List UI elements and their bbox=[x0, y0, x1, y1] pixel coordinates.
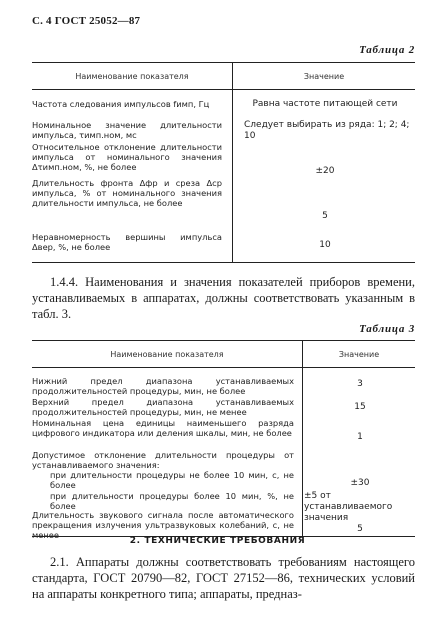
page-header: С. 4 ГОСТ 25052—87 bbox=[32, 15, 141, 27]
table3-divider bbox=[302, 368, 303, 536]
table3 bbox=[32, 340, 415, 540]
paragraph-2-1-text: 2.1. Аппараты должны соответствовать требованиям настоящего стандарта, ГОСТ 20790—82, ГОСТ 27152—86, технических условий на аппараты конкретного типа; аппараты, предназ- bbox=[32, 555, 415, 601]
table3-row5-value: ±30 bbox=[350, 478, 370, 488]
table3-row2-value: 15 bbox=[354, 402, 366, 412]
table2-row4-name: Длительность фронта Δфр и среза Δср импульса, % от номинального значения длительности импульса, не более bbox=[32, 178, 222, 208]
table2-header bbox=[32, 62, 415, 90]
table2-divider bbox=[232, 90, 233, 262]
table2-row2-value: Следует выбирать из ряда: 1; 2; 4; 10 bbox=[244, 120, 410, 141]
table2-row1-value: Равна частоте питающей сети bbox=[252, 99, 398, 109]
table2-row4-value: 5 bbox=[322, 211, 328, 221]
table3-row1-value: 3 bbox=[357, 379, 363, 389]
table3-row6-name: при длительности процедуры более 10 мин, %, не более bbox=[50, 491, 294, 511]
table3-header bbox=[32, 340, 415, 368]
table2-col-name: Наименование показателя bbox=[75, 71, 189, 81]
table2-row2-name: Номинальное значение длительности импульса, τимп.ном, мс bbox=[32, 120, 222, 140]
table2-body bbox=[32, 90, 415, 263]
table2-caption: Таблица 2 bbox=[359, 44, 415, 56]
table3-row1-name: Нижний предел диапазона устанавливаемых продолжительностей процедуры, мин, не более bbox=[32, 376, 294, 396]
table2 bbox=[32, 62, 415, 263]
table2-row5-name: Неравномерность вершины импульса Δвер, %, не более bbox=[32, 232, 222, 252]
paragraph-1-4-4-text: 1.4.4. Наименования и значения показателей приборов времени, устанавливаемых в аппаратах, должны соответствовать указанным в табл. 3. bbox=[32, 275, 415, 321]
table2-row3-value: ±20 bbox=[315, 166, 335, 176]
table2-row5-value: 10 bbox=[319, 240, 331, 250]
table2-col-value: Значение bbox=[232, 63, 415, 89]
table3-col-name: Наименование показателя bbox=[110, 349, 224, 359]
table3-row5-name: при длительности процедуры не более 10 мин, с, не более bbox=[50, 470, 294, 490]
table3-row2-name: Верхний предел диапазона устанавливаемых продолжительностей процедуры, мин, не менее bbox=[32, 397, 294, 417]
table3-row7-value: 5 bbox=[357, 524, 363, 534]
table3-col-value: Значение bbox=[302, 341, 415, 367]
table3-row7-name: Длительность звукового сигнала после автоматического прекращения излучения ультразвуковых колебаний, с, не менее bbox=[32, 510, 294, 540]
section-title: 2. ТЕХНИЧЕСКИЕ ТРЕБОВАНИЯ bbox=[129, 536, 306, 546]
table3-row3-name: Номинальная цена единицы наименьшего разряда цифрового индикатора или деления шкалы, мин, не более bbox=[32, 418, 294, 438]
table3-body bbox=[32, 368, 415, 540]
table3-row3-value: 1 bbox=[357, 432, 363, 442]
table2-row1-name: Частота следования импульсов fимп, Гц bbox=[32, 99, 210, 109]
paragraph-2-1 bbox=[32, 554, 415, 602]
table2-row3-name: Относительное отклонение длительности импульса от номинального значения Δτимп.ном, %, не более bbox=[32, 142, 222, 172]
paragraph-1-4-4 bbox=[32, 274, 415, 322]
table3-row6-value: ±5 от устанавливаемого значения bbox=[304, 491, 393, 523]
table3-row4-name: Допустимое отклонение длительности процедуры от устанавливаемого значения: bbox=[32, 450, 294, 470]
table3-caption: Таблица 3 bbox=[359, 323, 415, 335]
